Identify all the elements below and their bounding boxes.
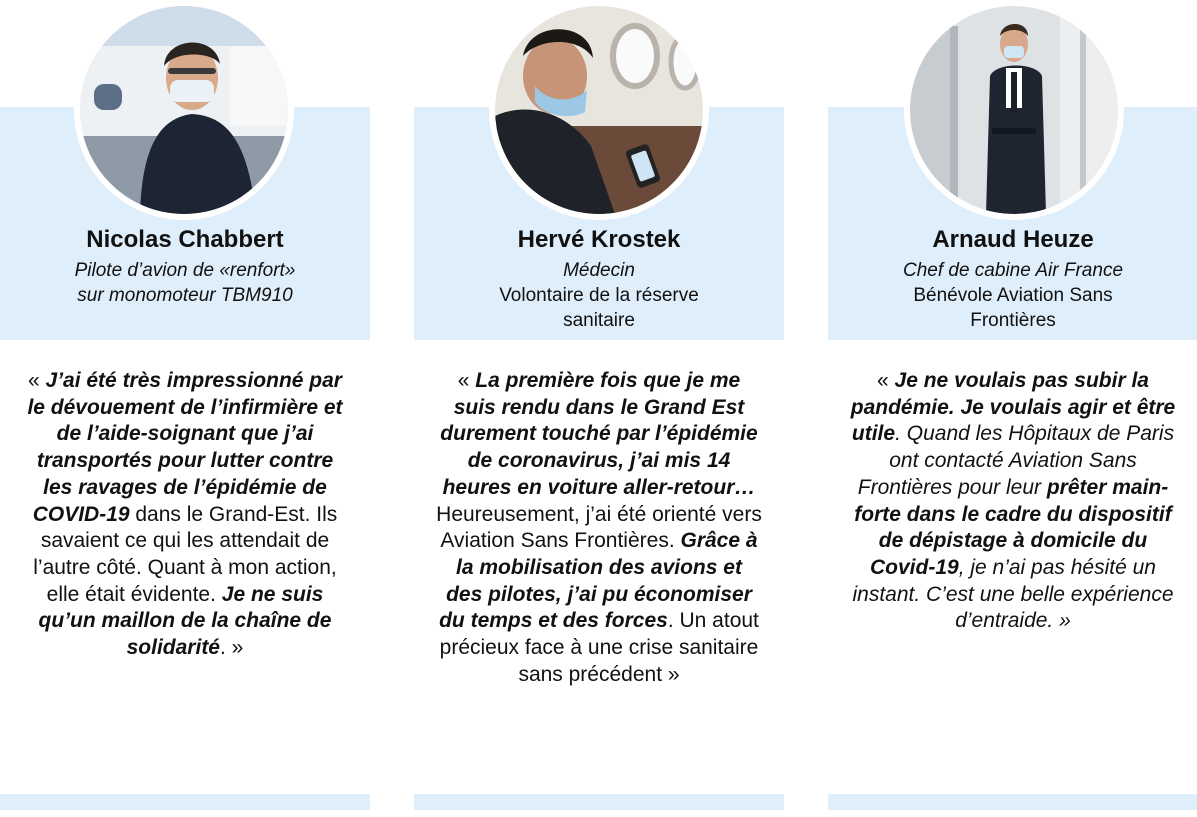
role-line: Pilote d’avion de «renfort» <box>74 260 296 281</box>
quote-segment: . » <box>220 636 244 660</box>
testimonial-quote <box>850 368 1176 635</box>
quote-segment: J’ai été très impressionné par le dévouement de l’infirmière et de l’aide-soignant que j’ai transportés pour lutter contre les ravages de l’épidémie de COVID-19 <box>27 369 343 526</box>
quote-segment: dans le Grand-Est. Ils savaient ce qui les attendait de l’autre côté. Quant à mon action, elle était évidente. <box>33 502 338 606</box>
testimonial-card-3 <box>828 0 1197 817</box>
portrait-pilot-illustration <box>80 6 288 214</box>
quote-segment: « <box>877 369 895 392</box>
quote-segment: « <box>28 369 46 392</box>
quote-segment: Je ne suis qu’un maillon de la chaîne de solidarité <box>38 582 332 660</box>
role-line: Volontaire de la réserve sanitaire <box>499 285 699 331</box>
portrait-photo <box>489 0 709 220</box>
card-footer-bar <box>0 794 370 810</box>
portrait-cabin-chief-illustration <box>910 6 1118 214</box>
quote-segment: . Quand les Hôpitaux de Paris ont contacté Aviation Sans Frontières pour leur <box>857 422 1175 499</box>
person-name: Hervé Krostek <box>517 226 681 253</box>
quote-segment: Heureusement, j’ai été orienté vers Aviation Sans Frontières. <box>436 502 762 553</box>
role-line: Bénévole Aviation Sans Frontières <box>913 285 1113 331</box>
role-line: Chef de cabine Air France <box>902 260 1124 281</box>
card-footer-bar <box>828 794 1197 810</box>
portrait-photo <box>904 0 1124 220</box>
card-footer-bar <box>414 794 784 810</box>
person-name: Arnaud Heuze <box>932 226 1094 253</box>
quote-segment: . Un atout précieux face à une crise sanitaire sans précédent » <box>439 609 759 686</box>
quote-segment: prêter main-forte dans le cadre du dispositif de dépistage à domicile du Covid-19 <box>854 475 1172 579</box>
person-role <box>0 258 370 308</box>
quote-segment: Je ne voulais pas subir la pandémie. Je voulais agir et être utile <box>850 369 1176 446</box>
person-name: Nicolas Chabbert <box>86 226 284 253</box>
testimonial-quote <box>22 368 348 662</box>
quote-segment: « <box>457 369 476 392</box>
portrait-photo <box>74 0 294 220</box>
role-line: Médecin <box>563 260 635 281</box>
testimonial-card-2 <box>414 0 784 817</box>
testimonial-quote <box>436 368 762 688</box>
quote-segment: Grâce à la mobilisation des avions et des pilotes, j’ai pu économiser du temps et des forces <box>439 529 758 633</box>
portrait-doctor-illustration <box>495 6 703 214</box>
testimonial-card-1 <box>0 0 370 817</box>
person-role <box>414 258 784 333</box>
role-line: sur monomoteur TBM910 <box>77 285 293 306</box>
quote-segment: La première fois que je me suis rendu dans le Grand Est durement touché par l’épidémie de coronavirus, j’ai mis 14 heures en voiture aller-retour… <box>440 369 758 499</box>
person-role <box>828 258 1197 333</box>
quote-segment: , je n’ai pas hésité un instant. C’est une belle expérience d’entraide. » <box>852 555 1174 633</box>
